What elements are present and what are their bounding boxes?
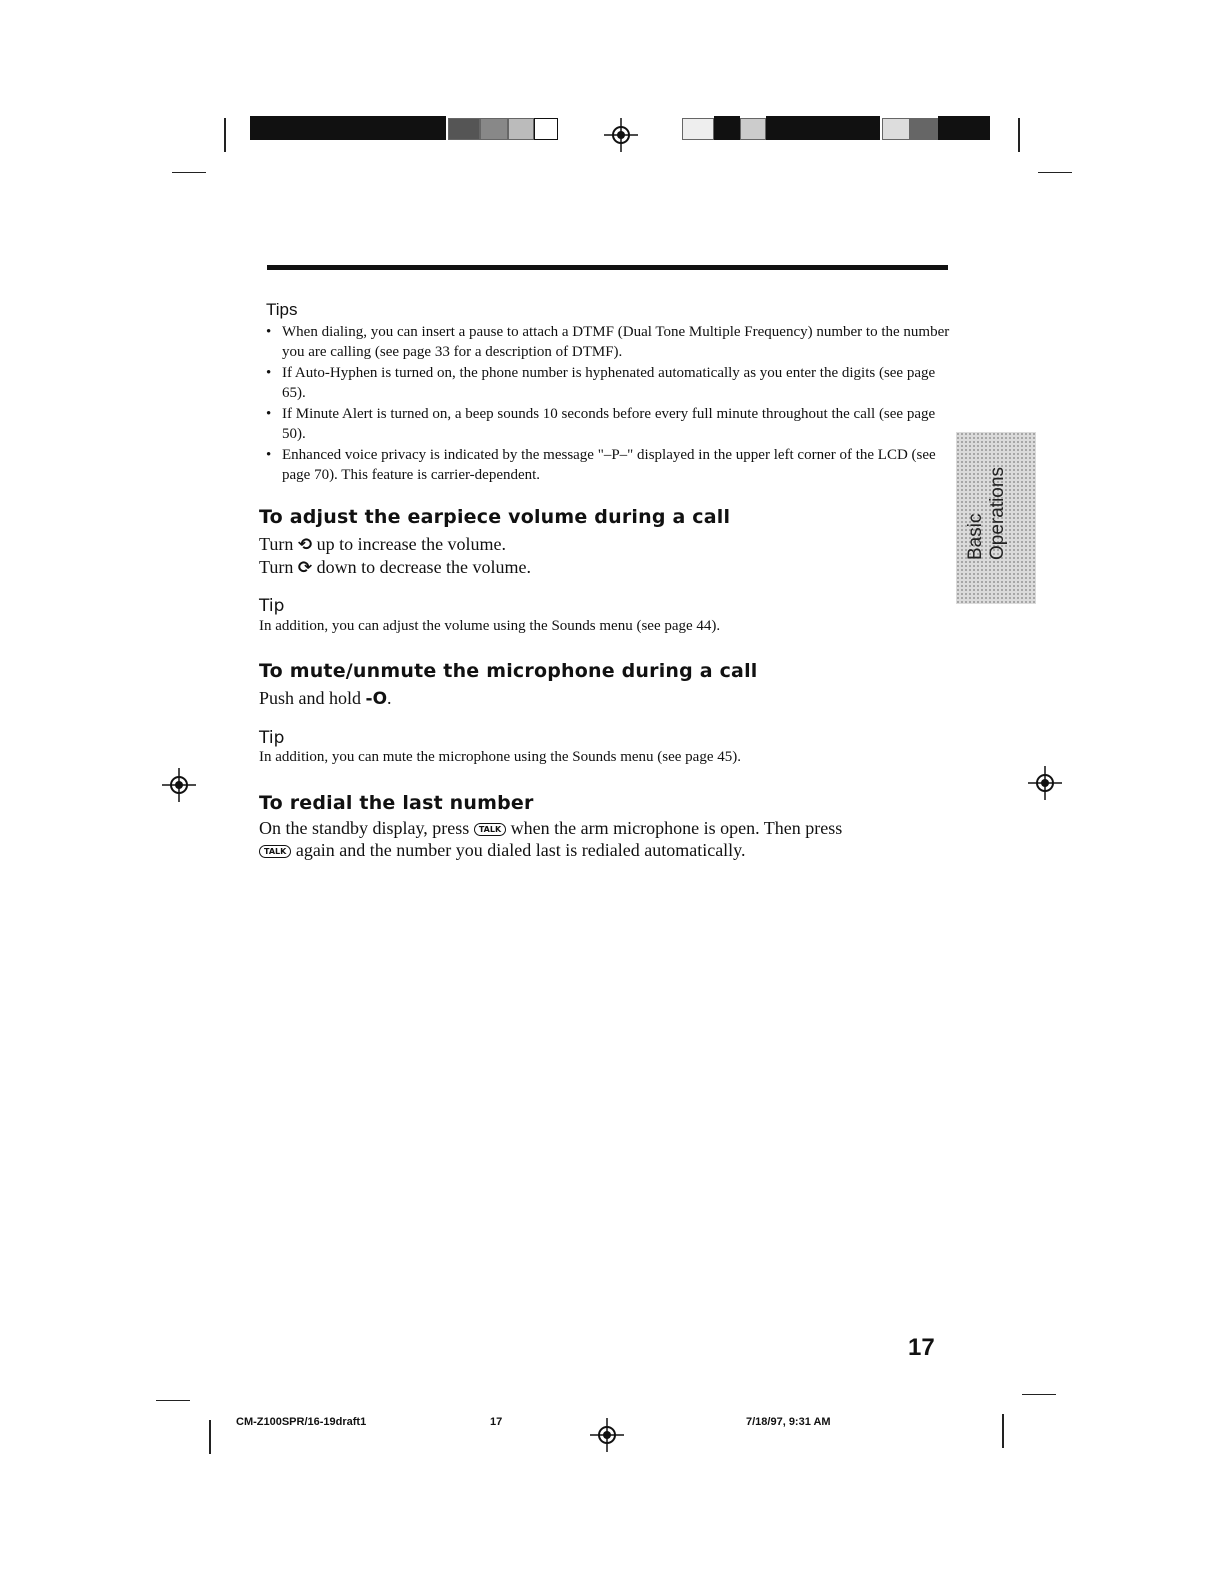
- list-item: • Enhanced voice privacy is indicated by the message "–P–" displayed in the upper left corner of the LCD (see page 70). This feature is carrier-dependent.: [266, 445, 956, 485]
- side-tab-label: [965, 428, 1009, 600]
- text: .: [387, 688, 392, 708]
- tip-heading: Tip: [259, 728, 285, 748]
- crop-mark: [1018, 118, 1020, 152]
- volume-instructions: [259, 533, 959, 579]
- text: On the standby display, press: [259, 818, 470, 838]
- list-item: • If Auto-Hyphen is turned on, the phone number is hyphenated automatically as you enter the digits (see page 65).: [266, 363, 956, 403]
- jog-dial-down-icon: ⟳: [297, 558, 313, 578]
- redial-instructions: [259, 817, 959, 861]
- tip-text: In addition, you can adjust the volume using the Sounds menu (see page 44).: [259, 618, 721, 634]
- color-patch: [882, 118, 910, 140]
- text: when the arm microphone is open. Then press: [510, 818, 843, 838]
- crop-mark: [1038, 172, 1072, 173]
- crop-mark: [1022, 1394, 1056, 1395]
- color-patch: [448, 118, 480, 140]
- list-item: • When dialing, you can insert a pause to attach a DTMF (Dual Tone Multiple Frequency) number to the number you are calling (see page 33 for a description of DTMF).: [266, 322, 956, 362]
- text: Push and hold: [259, 688, 362, 708]
- color-patch: [740, 118, 766, 140]
- crop-mark: [1002, 1414, 1004, 1448]
- color-patch: [682, 118, 714, 140]
- crop-mark: [209, 1420, 211, 1454]
- color-patch: [508, 118, 534, 140]
- page-number: 17: [908, 1334, 935, 1361]
- registration-mark-icon: [1028, 766, 1062, 800]
- tips-heading: Tips: [266, 300, 298, 319]
- mute-instructions: [259, 687, 959, 710]
- footer-page: 17: [490, 1416, 503, 1428]
- tips-list: [266, 322, 956, 486]
- jog-dial-up-icon: ⟲: [297, 535, 313, 555]
- crop-mark: [172, 172, 206, 173]
- footer-date: 7/18/97, 9:31 AM: [746, 1416, 831, 1428]
- text: Turn: [259, 557, 294, 577]
- registration-mark-icon: [162, 768, 196, 802]
- footer-doc-id: CM-Z100SPR/16-19draft1: [236, 1416, 367, 1428]
- tip-heading: Tip: [259, 596, 285, 616]
- section-heading-redial: To redial the last number: [259, 792, 534, 814]
- text: again and the number you dialed last is redialed automatically.: [295, 840, 746, 860]
- color-patch: [534, 118, 558, 140]
- section-heading-mute: To mute/unmute the microphone during a call: [259, 660, 758, 682]
- color-patch: [480, 118, 508, 140]
- talk-key-icon: TALK: [259, 845, 291, 858]
- text: down to decrease the volume.: [316, 557, 532, 577]
- registration-mark-icon: [590, 1418, 624, 1452]
- color-bar-left: [250, 116, 446, 140]
- text: Turn: [259, 534, 294, 554]
- talk-key-icon: TALK: [474, 823, 506, 836]
- jog-dial-push-icon: -O: [365, 689, 388, 709]
- list-item: • If Minute Alert is turned on, a beep sounds 10 seconds before every full minute throughout the call (see page 50).: [266, 404, 956, 444]
- color-patch: [910, 118, 938, 140]
- section-heading-volume: To adjust the earpiece volume during a call: [259, 506, 731, 528]
- color-bar-right: [766, 116, 880, 140]
- side-tab-line: Basic: [965, 513, 986, 560]
- section-rule: [267, 265, 948, 270]
- text: up to increase the volume.: [316, 534, 507, 554]
- color-bar-right: [714, 116, 740, 140]
- color-bar-right: [938, 116, 990, 140]
- crop-mark: [156, 1400, 190, 1401]
- registration-mark-icon: [604, 118, 638, 152]
- crop-mark: [224, 118, 226, 152]
- side-tab-line: Operations: [987, 467, 1008, 560]
- tip-text: In addition, you can mute the microphone using the Sounds menu (see page 45).: [259, 749, 741, 765]
